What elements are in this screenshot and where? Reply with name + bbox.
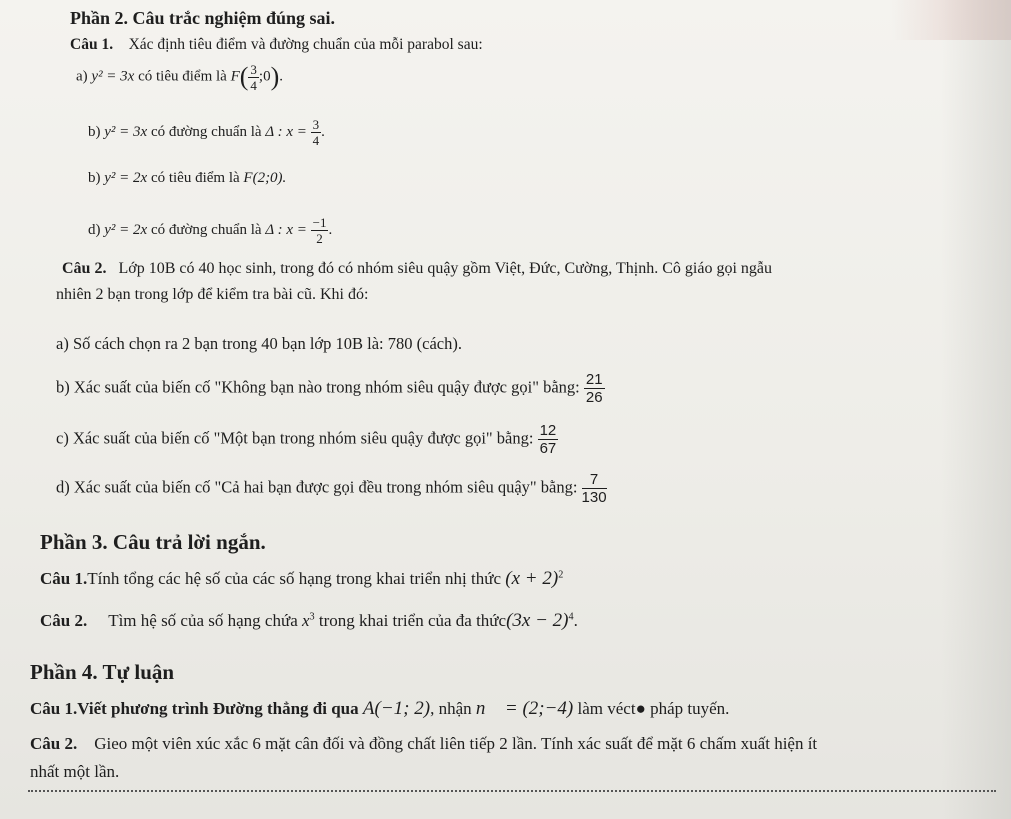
p2-q2-prompt-line1: Câu 2. Lớp 10B có 40 học sinh, trong đó có nhóm siêu quậy gồm Việt, Đức, Cường, Thịnh. Cô giáo gọi ngẫu <box>62 260 772 277</box>
fraction: $\frac{-1}{2}$ <box>312 215 327 246</box>
p2-q1-option-a: a) y² = 3x có tiêu điểm là F( $\frac{3}{4}$ ;0). <box>76 61 283 93</box>
fraction: $\frac{21}{26}$ <box>585 371 603 406</box>
p4-q1: Câu 1.Viết phương trình Đường thẳng đi qua A(−1; 2), nhận n⃗ = (2;−4) làm véct● pháp tuyến. <box>30 698 730 719</box>
p3-q1: Câu 1.Tính tổng các hệ số của các số hạng trong khai triển nhị thức $(x + 2)^2$ <box>40 568 564 589</box>
p2-q2-option-b: b) Xác suất của biến cố "Không bạn nào trong nhóm siêu quậy được gọi" bằng: $\frac{21}{26}$ <box>56 371 603 406</box>
fraction: $\frac{12}{67}$ <box>539 422 557 457</box>
p4-q2-line2: nhất một lần. <box>30 762 120 781</box>
p2-q1-prompt: Câu 1. Xác định tiêu điểm và đường chuẩn của mỗi parabol sau: <box>70 36 483 53</box>
p3-q2: Câu 2. Tìm hệ số của số hạng chứa $x^3$ trong khai triển của đa thức(3x − 2)$^4$. <box>40 610 578 631</box>
part3-title: Phần 3. Câu trả lời ngắn. <box>40 530 266 554</box>
p2-q1-option-d: d) y² = 2x có đường chuẩn là Δ : x = $\frac{-1}{2}$ . <box>88 215 333 246</box>
p2-q1-option-b: b) y² = 3x có đường chuẩn là Δ : x = $\frac{3}{4}$ . <box>88 117 325 148</box>
p2-q2-option-c: c) Xác suất của biến cố "Một bạn trong nhóm siêu quậy được gọi" bằng: $\frac{12}{67}$ <box>56 422 557 457</box>
p2-q2-prompt-line2: nhiên 2 bạn trong lớp để kiểm tra bài cũ. Khi đó: <box>56 286 369 303</box>
fraction: $\frac{7}{130}$ <box>581 471 607 506</box>
p4-q2-line1: Câu 2. Gieo một viên xúc xắc 6 mặt cân đối và đồng chất liên tiếp 2 lần. Tính xác suất để mặt 6 chấm xuất hiện ít <box>30 734 818 753</box>
part2-title: Phần 2. Câu trắc nghiệm đúng sai. <box>70 8 336 28</box>
photo-shadow-right <box>941 0 1011 819</box>
p2-q1-option-c: b) y² = 2x có tiêu điểm là F(2;0). <box>88 170 287 186</box>
p2-q2-option-d: d) Xác suất của biến cố "Cả hai bạn được gọi đều trong nhóm siêu quậy" bằng: $\frac{7}{130}$ <box>56 471 607 506</box>
p2-q2-option-a: a) Số cách chọn ra 2 bạn trong 40 bạn lớp 10B là: 780 (cách). <box>56 334 462 353</box>
answer-dotted-line <box>28 790 996 792</box>
fraction: $\frac{3}{4}$ <box>312 117 320 148</box>
fraction: $\frac{3}{4}$ <box>250 61 257 93</box>
part4-title: Phần 4. Tự luận <box>30 660 175 684</box>
